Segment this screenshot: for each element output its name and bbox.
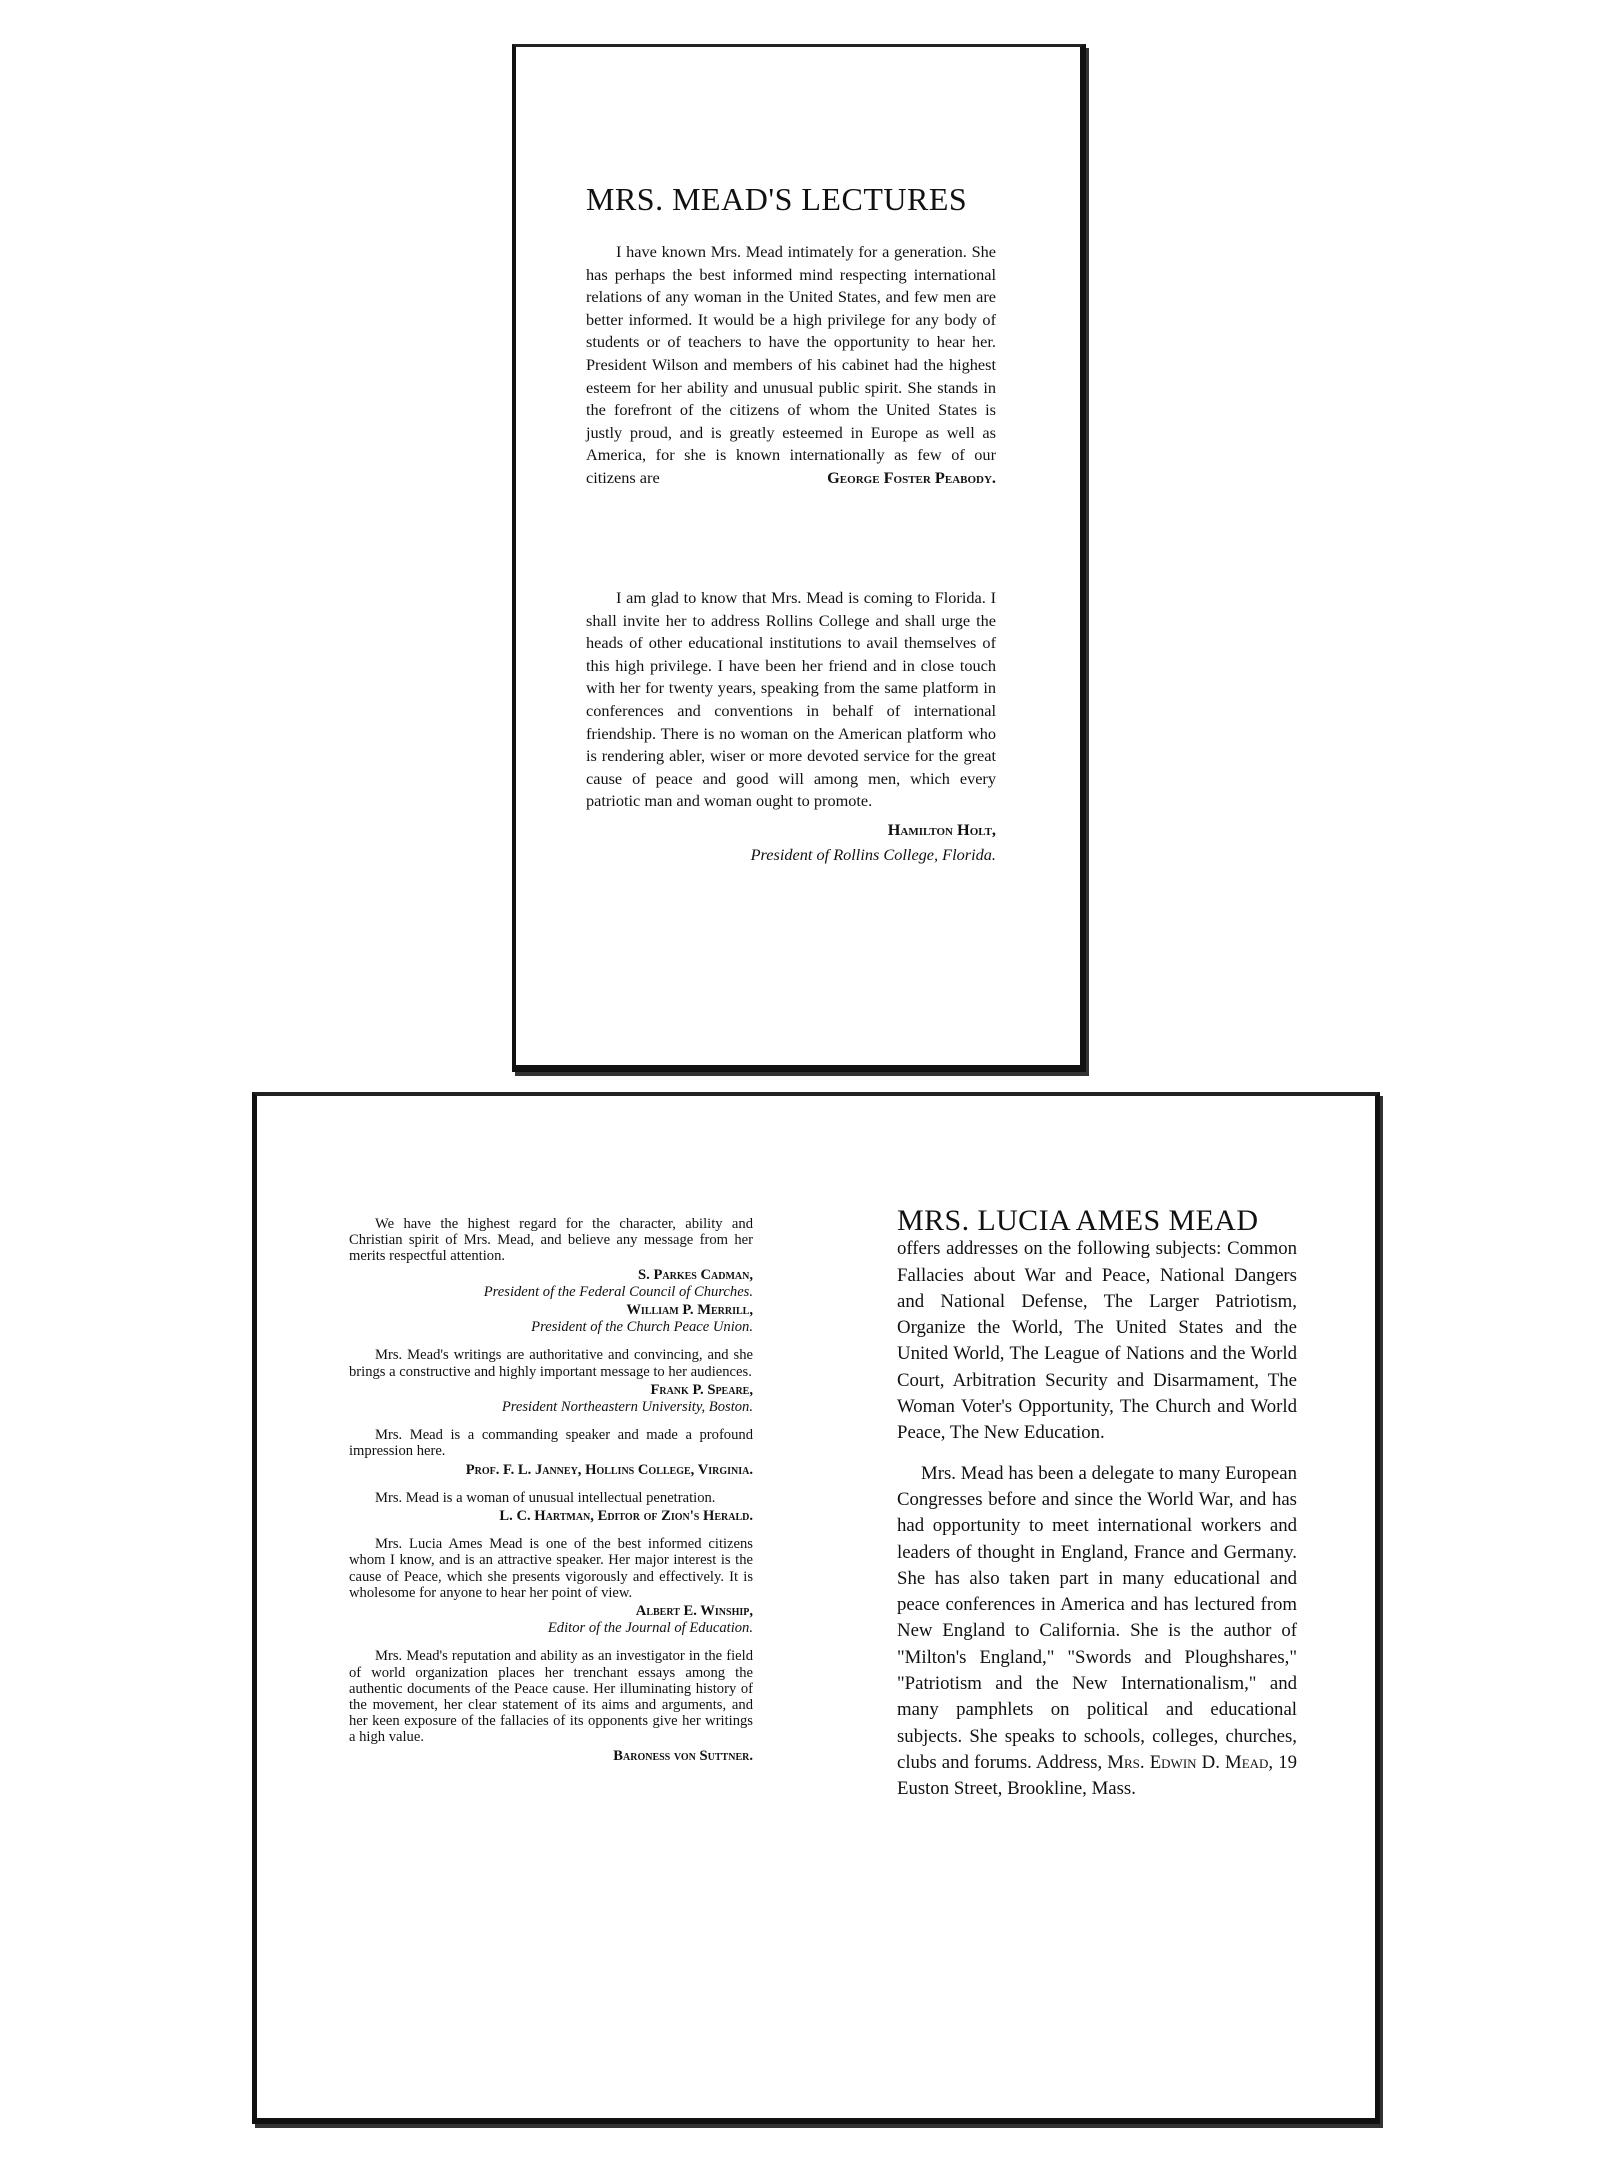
top-card-title: MRS. MEAD'S LECTURES — [586, 181, 968, 217]
testimonial-text: Mrs. Mead is a commanding speaker and made a profound impression here. — [349, 1427, 753, 1460]
address-name: Mrs. Edwin D. Mead, — [1107, 1751, 1274, 1773]
testimonial-author-title: Editor of the Journal of Education. — [547, 1620, 753, 1637]
testimonial-janney — [349, 1427, 753, 1478]
address-text: 19 Euston Street, Brookline, Mass. — [897, 1751, 1298, 1800]
testimonial-text: We have the highest regard for the character, ability and Christian spirit of Mrs. Mead, and believe any message from her merits respectful attention. — [349, 1216, 753, 1265]
bio-text: Mrs. Mead has been a delegate to many European Congresses before and since the World War, and has had opportunity to meet international workers and leaders of thought in England, France and Germany. She has also taken part in many educational and peace conferences in America and has lectured from New England to California. She is the author of "Milton's England," "Swords and Ploughshares," "Patriotism and the New Internationalism," and many pamphlets on political and educational subjects. She speaks to schools, colleges, churches, clubs and forums. Address, — [897, 1462, 1297, 1773]
testimonial-speare — [349, 1347, 753, 1415]
testimonial-author: Frank P. Speare, — [650, 1381, 753, 1398]
testimonial-winship — [349, 1536, 753, 1636]
testimonial-author-title: President Northeastern University, Boston. — [501, 1399, 753, 1416]
testimonial-holt — [586, 587, 996, 866]
lecturer-name-title: MRS. LUCIA AMES MEAD — [897, 1204, 1259, 1237]
testimonial-text: Mrs. Mead's writings are authoritative and convincing, and she brings a constructive and highly important message to her audiences. — [349, 1347, 753, 1380]
testimonial-author-title: President of the Church Peace Union. — [531, 1319, 753, 1336]
testimonial-text: I have known Mrs. Mead intimately for a generation. She has perhaps the best informed mind respecting international relations of any woman in the United States, and few men are better informed. It would be a high privilege for any body of students or of teachers to have the opportunity to hear her. President Wilson and members of his cabinet had the highest esteem for her ability and unusual public spirit. She stands in the forefront of the citizens of whom the United States is justly proud, and is greatly esteemed in Europe as well as America, for she is known internationally as few of our citizens are — [586, 242, 996, 487]
testimonial-author: L. C. Hartman, Editor of Zion's Herald. — [499, 1508, 753, 1525]
testimonial-author: Hamilton Holt, — [887, 819, 996, 839]
testimonials-column — [349, 1216, 753, 1776]
testimonial-text: Mrs. Mead is a woman of unusual intellectual penetration. — [375, 1489, 716, 1506]
testimonial-hartman — [349, 1490, 753, 1524]
top-card — [512, 44, 1086, 1072]
testimonial-author: William P. Merrill, — [626, 1302, 753, 1319]
testimonial-suttner — [349, 1648, 753, 1763]
testimonial-peabody — [586, 241, 996, 490]
testimonial-author: George Foster Peabody. — [827, 467, 996, 487]
testimonial-text: Mrs. Lucia Ames Mead is one of the best informed citizens whom I know, and is an attractive speaker. Her major interest is the cause of Peace, which she presents vigorously and effectively. It is wholesome for anyone to hear her point of view. — [349, 1536, 753, 1601]
testimonial-author: Albert E. Winship, — [635, 1603, 753, 1620]
testimonial-author-title: President of the Federal Council of Churches. — [483, 1283, 753, 1300]
testimonial-author: Prof. F. L. Janney, Hollins College, Virginia. — [465, 1461, 753, 1478]
testimonial-author-title: President of Rollins College, Florida. — [750, 844, 996, 864]
testimonial-text: I am glad to know that Mrs. Mead is coming to Florida. I shall invite her to address Rollins College and shall urge the heads of other educational institutions to avail themselves of this high privilege. I have been her friend and in close touch with her for twenty years, speaking from the same platform in conferences and conventions in behalf of international friendship. There is no woman on the American platform who is rendering abler, wiser or more devoted service for the great cause of peace and good will among men, which every patriotic man and woman ought to promote. — [586, 588, 996, 811]
lecturer-info-column — [897, 1204, 1298, 1803]
testimonial-author: S. Parkes Cadman, — [638, 1266, 753, 1283]
testimonial-cadman — [349, 1216, 753, 1335]
bottom-card — [252, 1092, 1380, 2124]
lecturer-bio — [897, 1461, 1297, 1803]
testimonial-text: Mrs. Mead's reputation and ability as an investigator in the field of world organization places her trenchant essays among the authentic documents of the Peace cause. Her illuminating history of the movement, her clear statement of its aims and arguments, and her keen exposure of the fallacies of its opponents give her writings a high value. — [349, 1648, 753, 1746]
lecture-subjects: offers addresses on the following subjects: Common Fallacies about War and Peace, National Dangers and National Defense, The Larger Patriotism, Organize the World, The United States and the United World, The League of Nations and the World Court, Arbitration Security and Disarmament, The Woman Voter's Opportunity, The Church and World Peace, The New Education. — [897, 1238, 1297, 1444]
testimonial-author: Baroness von Suttner. — [613, 1747, 753, 1764]
